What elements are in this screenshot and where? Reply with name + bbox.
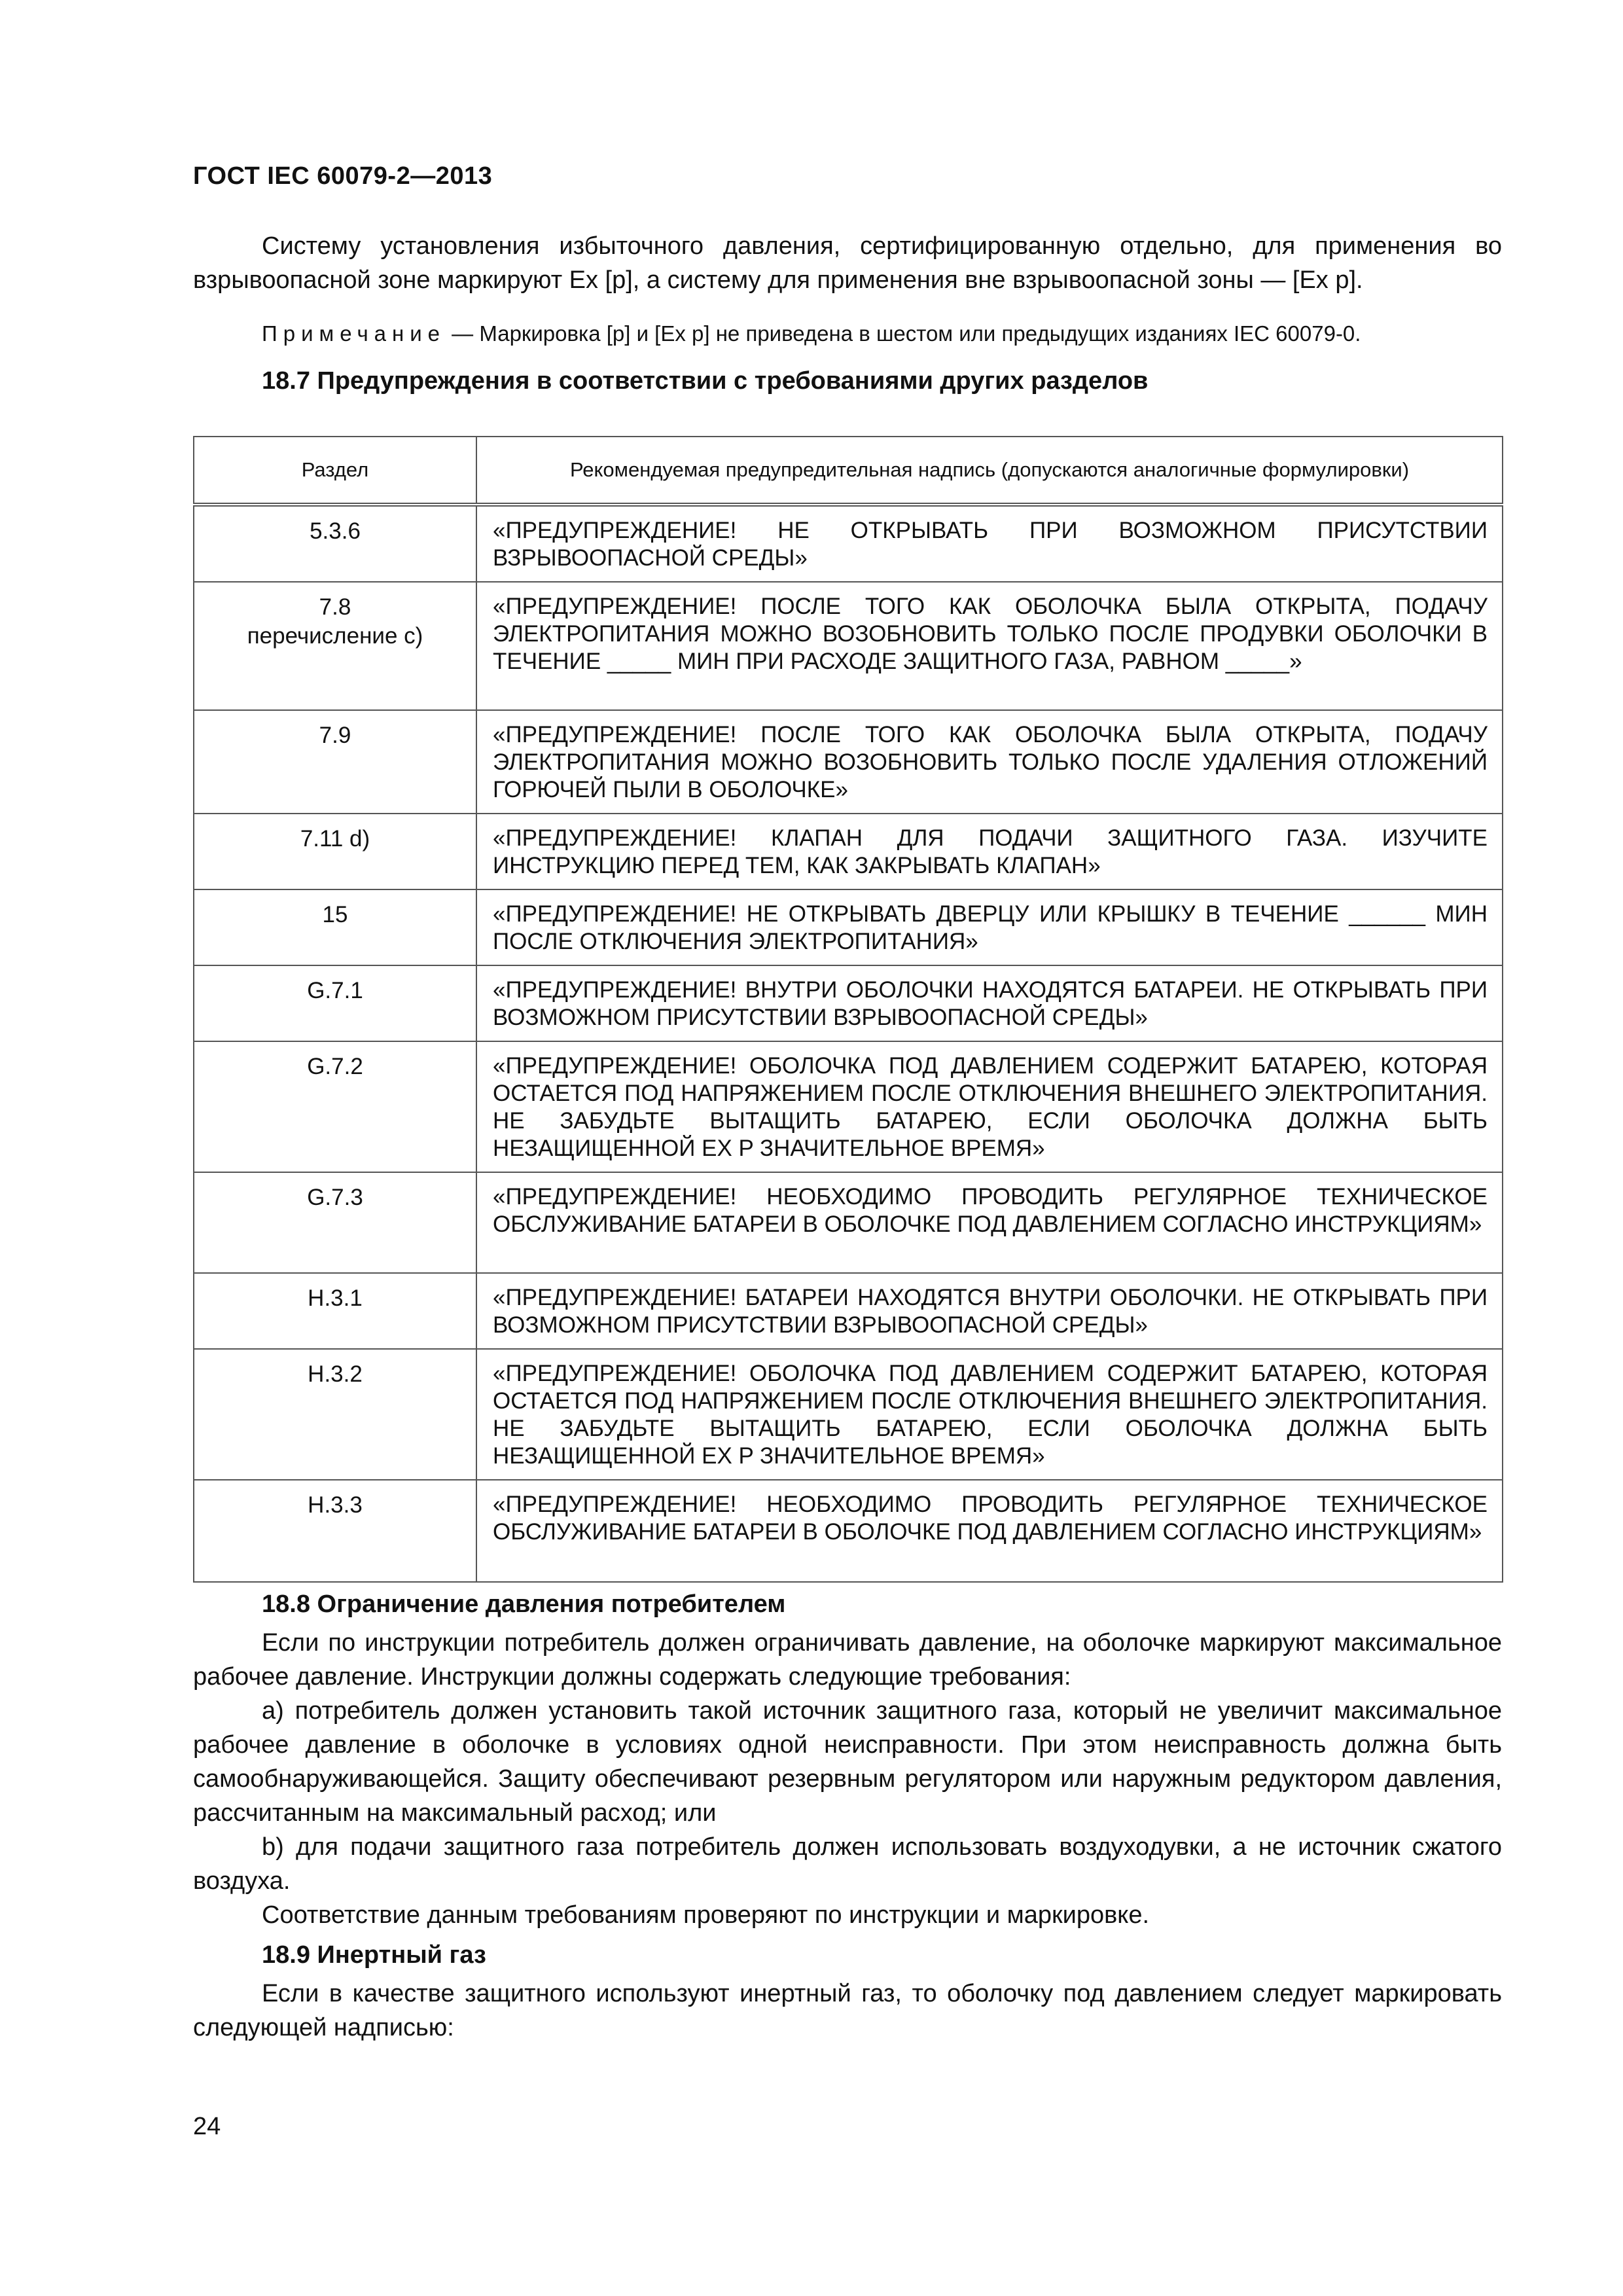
row-section: H.3.1	[194, 1273, 476, 1349]
row-section: G.7.2	[194, 1041, 476, 1172]
row-warning-text: «ПРЕДУПРЕЖДЕНИЕ! НЕ ОТКРЫВАТЬ ПРИ ВОЗМОЖНОМ ПРИСУТСТВИИ ВЗРЫВООПАСНОЙ СРЕДЫ»	[476, 505, 1503, 582]
table-row	[194, 1480, 1503, 1582]
table-row	[194, 965, 1503, 1041]
table-row	[194, 1041, 1503, 1172]
row-section: 7.11 d)	[194, 814, 476, 889]
row-warning-text: «ПРЕДУПРЕЖДЕНИЕ! НЕ ОТКРЫВАТЬ ДВЕРЦУ ИЛИ КРЫШКУ В ТЕЧЕНИЕ ______ МИН ПОСЛЕ ОТКЛЮЧЕНИЯ ЭЛЕКТРОПИТАНИЯ»	[476, 889, 1503, 965]
row-warning-text: «ПРЕДУПРЕЖДЕНИЕ! ОБОЛОЧКА ПОД ДАВЛЕНИЕМ СОДЕРЖИТ БАТАРЕЮ, КОТОРАЯ ОСТАЕТСЯ ПОД НАПРЯЖЕНИЕМ ПОСЛЕ ОТКЛЮЧЕНИЯ ВНЕШНЕГО ЭЛЕКТРОПИТАНИЯ. НЕ ЗАБУДЬТЕ ВЫТАЩИТЬ БАТАРЕЮ, ЕСЛИ ОБОЛОЧКА ДОЛЖНА БЫТЬ НЕЗАЩИЩЕННОЙ EX P ЗНАЧИТЕЛЬНОЕ ВРЕМЯ»	[476, 1349, 1503, 1480]
row-section: H.3.2	[194, 1349, 476, 1480]
row-warning-text: «ПРЕДУПРЕЖДЕНИЕ! НЕОБХОДИМО ПРОВОДИТЬ РЕГУЛЯРНОЕ ТЕХНИЧЕСКОЕ ОБСЛУЖИВАНИЕ БАТАРЕИ В ОБОЛОЧКЕ ПОД ДАВЛЕНИЕМ СОГЛАСНО ИНСТРУКЦИЯМ»	[476, 1172, 1503, 1273]
row-section: 5.3.6	[194, 505, 476, 582]
note-text: — Маркировка [p] и [Ex p] не приведена в шестом или предыдущих изданиях IEC 60079-0.	[446, 321, 1361, 346]
column-header-warning: Рекомендуемая предупредительная надпись (допускаются аналогичные формулировки)	[476, 437, 1503, 505]
table-row	[194, 1349, 1503, 1480]
section-18-8-title: 18.8 Ограничение давления потребителем	[262, 1590, 786, 1618]
note-label: Примечание	[262, 321, 446, 346]
section-18-9-paragraph: Если в качестве защитного используют инертный газ, то оболочку под давлением следует маркировать следующей надписью:	[193, 1980, 1502, 2041]
table-row	[194, 889, 1503, 965]
row-warning-text: «ПРЕДУПРЕЖДЕНИЕ! ВНУТРИ ОБОЛОЧКИ НАХОДЯТСЯ БАТАРЕИ. НЕ ОТКРЫВАТЬ ПРИ ВОЗМОЖНОМ ПРИСУТСТВИИ ВЗРЫВООПАСНОЙ СРЕДЫ»	[476, 965, 1503, 1041]
section-18-9-title: 18.9 Инертный газ	[262, 1941, 486, 1969]
row-section: 15	[194, 889, 476, 965]
table-row	[194, 505, 1503, 582]
warnings-table	[193, 436, 1503, 1583]
table-row	[194, 1273, 1503, 1349]
table-header-row	[194, 437, 1503, 505]
table-row	[194, 814, 1503, 889]
row-section: 7.8 перечисление c)	[194, 582, 476, 710]
row-section: 7.9	[194, 710, 476, 814]
row-section: G.7.1	[194, 965, 476, 1041]
row-warning-text: «ПРЕДУПРЕЖДЕНИЕ! ОБОЛОЧКА ПОД ДАВЛЕНИЕМ СОДЕРЖИТ БАТАРЕЮ, КОТОРАЯ ОСТАЕТСЯ ПОД НАПРЯЖЕНИЕМ ПОСЛЕ ОТКЛЮЧЕНИЯ ВНЕШНЕГО ЭЛЕКТРОПИТАНИЯ. НЕ ЗАБУДЬТЕ ВЫТАЩИТЬ БАТАРЕЮ, ЕСЛИ ОБОЛОЧКА ДОЛЖНА БЫТЬ НЕЗАЩИЩЕННОЙ EX P ЗНАЧИТЕЛЬНОЕ ВРЕМЯ»	[476, 1041, 1503, 1172]
section-18-7-title: 18.7 Предупреждения в соответствии с требованиями других разделов	[262, 367, 1149, 395]
note	[262, 319, 1505, 349]
section-18-8-paragraph: Если по инструкции потребитель должен ограничивать давление, на оболочке маркируют максимальное рабочее давление. Инструкции должны содержать следующие требования:	[193, 1629, 1502, 1691]
list-item-a: а) потребитель должен установить такой источник защитного газа, который не увеличит максимальное рабочее давление в оболочке в условиях одной неисправности. При этом неисправность должна быть самообнаруживающейся. Защиту обеспечивают резервным регулятором или наружным редуктором давления, рассчитанным на максимальный расход; или	[193, 1697, 1502, 1827]
column-header-section: Раздел	[194, 437, 476, 505]
standard-header: ГОСТ IEC 60079-2—2013	[193, 162, 493, 190]
row-warning-text: «ПРЕДУПРЕЖДЕНИЕ! НЕОБХОДИМО ПРОВОДИТЬ РЕГУЛЯРНОЕ ТЕХНИЧЕСКОЕ ОБСЛУЖИВАНИЕ БАТАРЕИ В ОБОЛОЧКЕ ПОД ДАВЛЕНИЕМ СОГЛАСНО ИНСТРУКЦИЯМ»	[476, 1480, 1503, 1582]
intro-paragraph: Систему установления избыточного давления, сертифицированную отдельно, для применения во взрывоопасной зоне маркируют Ex [p], а систему для применения вне взрывоопасной зоны — [Ex p].	[193, 232, 1502, 294]
table-row	[194, 710, 1503, 814]
conformity-paragraph: Соответствие данным требованиям проверяют по инструкции и маркировке.	[262, 1901, 1150, 1929]
table-row	[194, 1172, 1503, 1273]
list-item-b: b) для подачи защитного газа потребитель должен использовать воздуходувки, а не источник сжатого воздуха.	[193, 1833, 1502, 1895]
row-section: H.3.3	[194, 1480, 476, 1582]
row-warning-text: «ПРЕДУПРЕЖДЕНИЕ! ПОСЛЕ ТОГО КАК ОБОЛОЧКА БЫЛА ОТКРЫТА, ПОДАЧУ ЭЛЕКТРОПИТАНИЯ МОЖНО ВОЗОБНОВИТЬ ТОЛЬКО ПОСЛЕ ПРОДУВКИ ОБОЛОЧКИ В ТЕЧЕНИЕ _____ МИН ПРИ РАСХОДЕ ЗАЩИТНОГО ГАЗА, РАВНОМ _____»	[476, 582, 1503, 710]
table-row	[194, 582, 1503, 710]
row-warning-text: «ПРЕДУПРЕЖДЕНИЕ! КЛАПАН ДЛЯ ПОДАЧИ ЗАЩИТНОГО ГАЗА. ИЗУЧИТЕ ИНСТРУКЦИЮ ПЕРЕД ТЕМ, КАК ЗАКРЫВАТЬ КЛАПАН»	[476, 814, 1503, 889]
row-section: G.7.3	[194, 1172, 476, 1273]
row-warning-text: «ПРЕДУПРЕЖДЕНИЕ! ПОСЛЕ ТОГО КАК ОБОЛОЧКА БЫЛА ОТКРЫТА, ПОДАЧУ ЭЛЕКТРОПИТАНИЯ МОЖНО ВОЗОБНОВИТЬ ТОЛЬКО ПОСЛЕ УДАЛЕНИЯ ОТЛОЖЕНИЙ ГОРЮЧЕЙ ПЫЛИ В ОБОЛОЧКЕ»	[476, 710, 1503, 814]
row-warning-text: «ПРЕДУПРЕЖДЕНИЕ! БАТАРЕИ НАХОДЯТСЯ ВНУТРИ ОБОЛОЧКИ. НЕ ОТКРЫВАТЬ ПРИ ВОЗМОЖНОМ ПРИСУТСТВИИ ВЗРЫВООПАСНОЙ СРЕДЫ»	[476, 1273, 1503, 1349]
page-number: 24	[193, 2113, 221, 2140]
